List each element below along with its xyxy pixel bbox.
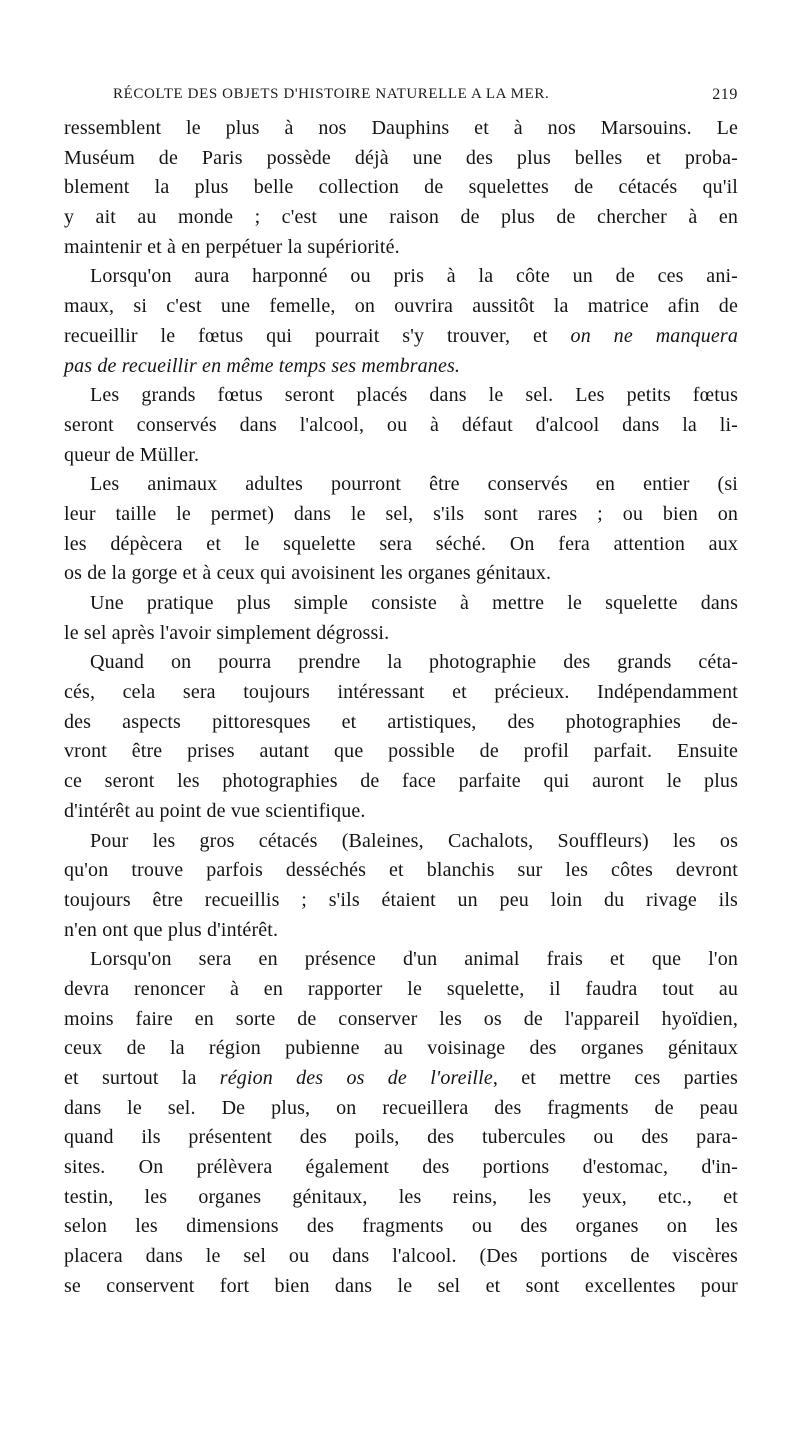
text-line — [64, 322, 738, 352]
text-segment: maux, si c'est une femelle, on ouvrira aussitôt la matrice afin de — [64, 295, 738, 318]
text-segment: Lorsqu'on aura harponné ou pris à la côte un de ces ani- — [90, 265, 738, 288]
text-segment: d'intérêt au point de vue scientifique. — [64, 799, 366, 822]
text-segment: ressemblent le plus à nos Dauphins et à nos Marsouins. Le — [64, 117, 738, 139]
text-line — [64, 1153, 738, 1183]
italic-text: on ne manquera — [570, 324, 738, 347]
text-line — [64, 262, 738, 292]
text-line — [64, 144, 738, 174]
text-segment: et surtout la — [64, 1067, 220, 1089]
text-segment: ce seront les photographies de face parfaite qui auront le plus — [64, 770, 738, 793]
text-line — [64, 470, 738, 500]
text-segment: leur taille le permet) dans le sel, s'ils sont rares ; ou bien on — [64, 502, 738, 525]
text-line — [64, 708, 738, 738]
text-line — [64, 381, 738, 411]
text-line — [64, 411, 738, 441]
text-segment: y ait au monde ; c'est une raison de plus de chercher à en — [64, 206, 738, 229]
text-segment: les dépècera et le squelette sera séché. On fera attention aux — [64, 532, 738, 555]
text-line — [64, 945, 738, 975]
text-line — [64, 441, 738, 471]
text-segment: ceux de la région pubienne au voisinage des organes génitaux — [64, 1037, 738, 1060]
text-line — [64, 1094, 738, 1124]
text-line — [64, 1272, 738, 1302]
text-line — [64, 500, 738, 530]
text-line — [64, 1242, 738, 1272]
text-segment: Quand on pourra prendre la photographie des grands céta- — [90, 651, 738, 674]
text-segment: recueillir le fœtus qui pourrait s'y trouver, et — [64, 324, 571, 347]
text-segment: selon les dimensions des fragments ou des organes on les — [64, 1215, 738, 1238]
text-segment: n'en ont que plus d'intérêt. — [64, 918, 279, 941]
text-line — [64, 352, 738, 382]
text-segment: blement la plus belle collection de squelettes de cétacés qu'il — [64, 176, 738, 199]
italic-text: pas de recueillir en même temps ses membranes. — [64, 354, 461, 377]
text-line — [64, 1212, 738, 1242]
text-segment: devra renoncer à en rapporter le squelette, il faudra tout au — [64, 977, 738, 1000]
text-line — [64, 292, 738, 322]
text-segment: Une pratique plus simple consiste à mettre le squelette dans — [90, 592, 738, 614]
text-segment: vront être prises autant que possible de profil parfait. Ensuite — [64, 740, 738, 763]
text-line — [64, 886, 738, 916]
text-segment: Les animaux adultes pourront être conservés en entier (si — [90, 473, 738, 496]
text-line — [64, 1034, 738, 1064]
text-segment: Muséum de Paris possède déjà une des plus belles et proba- — [64, 146, 738, 169]
text-segment: qu'on trouve parfois desséchés et blanchis sur les côtes devront — [64, 859, 738, 882]
text-segment: quand ils présentent des poils, des tubercules ou des para- — [64, 1126, 738, 1149]
text-line — [64, 203, 738, 233]
italic-text: région des os de l'oreille — [219, 1067, 493, 1089]
text-segment: seront conservés dans l'alcool, ou à défaut d'alcool dans la li- — [64, 413, 738, 436]
text-line — [64, 737, 738, 767]
text-segment: Lorsqu'on sera en présence d'un animal frais et que l'on — [90, 948, 738, 971]
text-line — [64, 1123, 738, 1153]
text-segment: toujours être recueillis ; s'ils étaient un peu loin du rivage ils — [64, 888, 738, 911]
text-segment: Pour les gros cétacés (Baleines, Cachalots, Souffleurs) les os — [90, 829, 738, 852]
text-line — [64, 797, 738, 827]
text-line — [64, 1064, 738, 1094]
text-segment: des aspects pittoresques et artistiques, des photographies de- — [64, 710, 738, 733]
text-line — [64, 1005, 738, 1035]
text-segment: maintenir et à en perpétuer la supériorité. — [64, 235, 400, 258]
text-line — [64, 1183, 738, 1213]
text-segment: , et mettre ces parties — [492, 1067, 738, 1089]
text-segment: queur de Müller. — [64, 443, 200, 466]
text-line — [64, 530, 738, 560]
text-line — [64, 619, 738, 649]
text-line — [64, 827, 738, 857]
text-segment: placera dans le sel ou dans l'alcool. (Des portions de viscères — [64, 1245, 738, 1268]
text-line — [64, 559, 738, 589]
text-line — [64, 173, 738, 203]
text-segment: os de la gorge et à ceux qui avoisinent les organes génitaux. — [64, 562, 552, 585]
text-line — [64, 767, 738, 797]
text-line — [64, 975, 738, 1005]
text-segment: testin, les organes génitaux, les reins, les yeux, etc., et — [64, 1185, 738, 1208]
text-line — [64, 589, 738, 619]
text-line — [64, 648, 738, 678]
text-segment: Les grands fœtus seront placés dans le sel. Les petits fœtus — [90, 384, 738, 407]
text-line — [64, 233, 738, 263]
text-segment: sites. On prélèvera également des portions d'estomac, d'in- — [64, 1156, 738, 1179]
running-title: RÉCOLTE DES OBJETS D'HISTOIRE NATURELLE A LA MER. — [113, 86, 550, 102]
text-line — [64, 114, 738, 144]
body-text — [64, 114, 738, 1302]
text-line — [64, 856, 738, 886]
text-segment: moins faire en sorte de conserver les os de l'appareil hyoïdien, — [64, 1007, 738, 1030]
text-line — [64, 916, 738, 946]
page-number: 219 — [712, 86, 738, 103]
text-segment: se conservent fort bien dans le sel et sont excellentes pour — [64, 1274, 738, 1297]
text-segment: dans le sel. De plus, on recueillera des fragments de peau — [64, 1096, 738, 1119]
text-segment: cés, cela sera toujours intéressant et précieux. Indépendamment — [64, 681, 738, 704]
text-segment: le sel après l'avoir simplement dégrossi. — [64, 621, 390, 644]
text-line — [64, 678, 738, 708]
running-head — [113, 86, 738, 108]
